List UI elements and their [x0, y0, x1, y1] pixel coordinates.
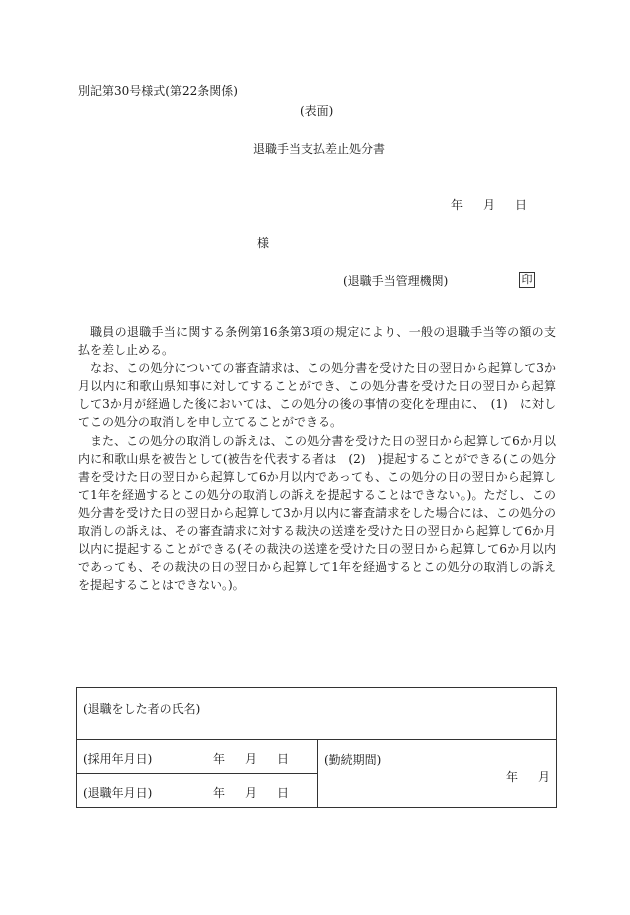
issue-year-label: 年: [451, 198, 464, 212]
service-month-label: 月: [538, 770, 551, 784]
service-period-units: [506, 768, 550, 785]
service-period-cell: [318, 740, 557, 808]
hire-year-label: 年: [213, 752, 226, 766]
addressee-suffix: 様: [257, 236, 270, 250]
issuing-authority: (退職手当管理機関): [343, 274, 449, 288]
side-label: (表面): [300, 104, 334, 118]
hire-date-cell: [77, 740, 318, 774]
form-number: 別記第30号様式(第22条関係): [78, 84, 238, 98]
retire-date-label: (退職年月日): [83, 786, 153, 800]
issue-day-label: 日: [515, 198, 528, 212]
service-year-label: 年: [506, 770, 519, 784]
document-title: 退職手当支払差止処分書: [253, 142, 386, 156]
retire-date-units: [213, 784, 289, 801]
paragraph-appeal: なお、この処分についての審査請求は、この処分書を受けた日の翌日から起算して3か月以内に和歌山県知事に対してすることができ、この処分書を受けた日の翌日から起算して3か月が経過した後においては、この処分の後の事情の変化を理由に、 (1) に対してこの処分の取消しを申し立てることができる。: [78, 361, 556, 430]
issue-date-line: [451, 199, 527, 211]
retiree-name-label: (退職をした者の氏名): [83, 702, 201, 716]
service-period-label: (勤続期間): [324, 753, 382, 767]
hire-day-label: 日: [277, 752, 290, 766]
employee-info-table: [76, 687, 557, 808]
retire-year-label: 年: [213, 786, 226, 800]
hire-month-label: 月: [245, 752, 258, 766]
issue-month-label: 月: [483, 198, 496, 212]
retire-month-label: 月: [245, 786, 258, 800]
hire-date-label: (採用年月日): [83, 752, 153, 766]
hire-date-units: [213, 750, 289, 767]
paragraph-legal-basis: 職員の退職手当に関する条例第16条第3項の規定により、一般の退職手当等の額の支払を差し止める。: [78, 325, 556, 358]
body-text: [78, 323, 556, 594]
retiree-name-cell: [77, 688, 557, 740]
seal-mark: 印: [519, 272, 535, 288]
retire-day-label: 日: [277, 786, 290, 800]
paragraph-lawsuit: また、この処分の取消しの訴えは、この処分書を受けた日の翌日から起算して6か月以内に和歌山県を被告として(被告を代表する者は (2) )提起することができる(この処分書を受けた日の翌日から起算して6か月以内であっても、この処分の日の翌日から起算して1年を経過するとこの処分の取消しの訴えを提起することはできない。)。ただし、この処分書を受けた日の翌日から起算して3か月以内に審査請求をした場合には、この処分の取消しの訴えは、その審査請求に対する裁決の送達を受けた日の翌日から起算して6か月以内に提起することができる(その裁決の送達を受けた日の翌日から起算して6か月以内であっても、その裁決の日の翌日から起算して1年を経過するとこの処分の取消しの訴えを提起することはできない。)。: [78, 433, 556, 593]
retire-date-cell: [77, 774, 318, 808]
